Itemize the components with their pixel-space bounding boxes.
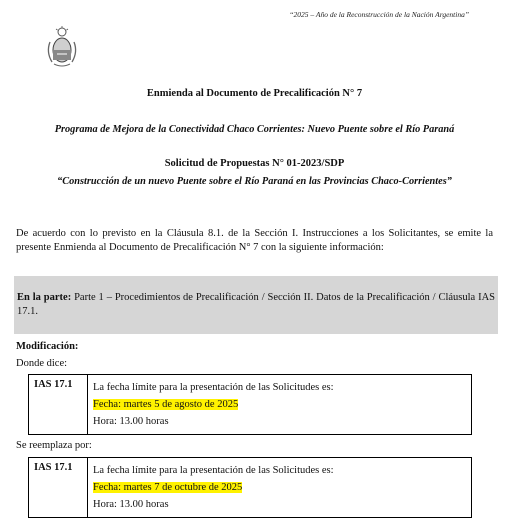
clause-content <box>88 458 472 518</box>
table-row <box>29 375 472 435</box>
where-says-label: Donde dice: <box>16 358 68 369</box>
section-label: En la parte: <box>17 292 72 303</box>
document-title: Enmienda al Documento de Precalificación N° 7 <box>146 88 363 99</box>
intro-paragraph: De acuerdo con lo previsto en la Cláusula 8.1. de la Sección I. Instrucciones a los Solicitantes, se emite la presente Enmienda al Documento de Precalificación N° 7 con la siguiente información: <box>16 228 493 253</box>
section-value: Parte 1 – Procedimientos de Precalificación / Sección II. Datos de la Precalificación / Cláusula IAS 17.1. <box>17 292 496 317</box>
request-title: Solicitud de Propuestas N° 01-2023/SDP <box>164 158 345 169</box>
replacement-clause-table <box>28 457 472 518</box>
clause-code: IAS 17.1 <box>29 375 88 435</box>
clause-code: IAS 17.1 <box>29 458 88 518</box>
section-reference-text <box>17 291 495 319</box>
clause-content <box>88 375 472 435</box>
deadline-date: Fecha: martes 5 de agosto de 2025 <box>93 399 239 410</box>
request-subtitle: “Construcción de un nuevo Puente sobre el Río Paraná en las Provincias Chaco-Corrientes” <box>57 176 452 187</box>
modification-label: Modificación: <box>16 341 79 352</box>
coat-of-arms-icon <box>44 26 80 68</box>
header-motto: “2025 – Año de la Reconstrucción de la Nación Argentina” <box>289 10 469 19</box>
deadline-time: Hora: 13.00 horas <box>93 416 169 427</box>
deadline-time: Hora: 13.00 horas <box>93 499 169 510</box>
deadline-date: Fecha: martes 7 de octubre de 2025 <box>93 482 243 493</box>
original-clause-table <box>28 374 472 435</box>
replace-label: Se reemplaza por: <box>16 440 92 451</box>
program-title: Programa de Mejora de la Conectividad Chaco Corrientes: Nuevo Puente sobre el Río Paraná <box>54 124 455 135</box>
deadline-text: La fecha límite para la presentación de las Solicitudes es: <box>93 465 334 476</box>
table-row <box>29 458 472 518</box>
deadline-text: La fecha límite para la presentación de las Solicitudes es: <box>93 382 334 393</box>
